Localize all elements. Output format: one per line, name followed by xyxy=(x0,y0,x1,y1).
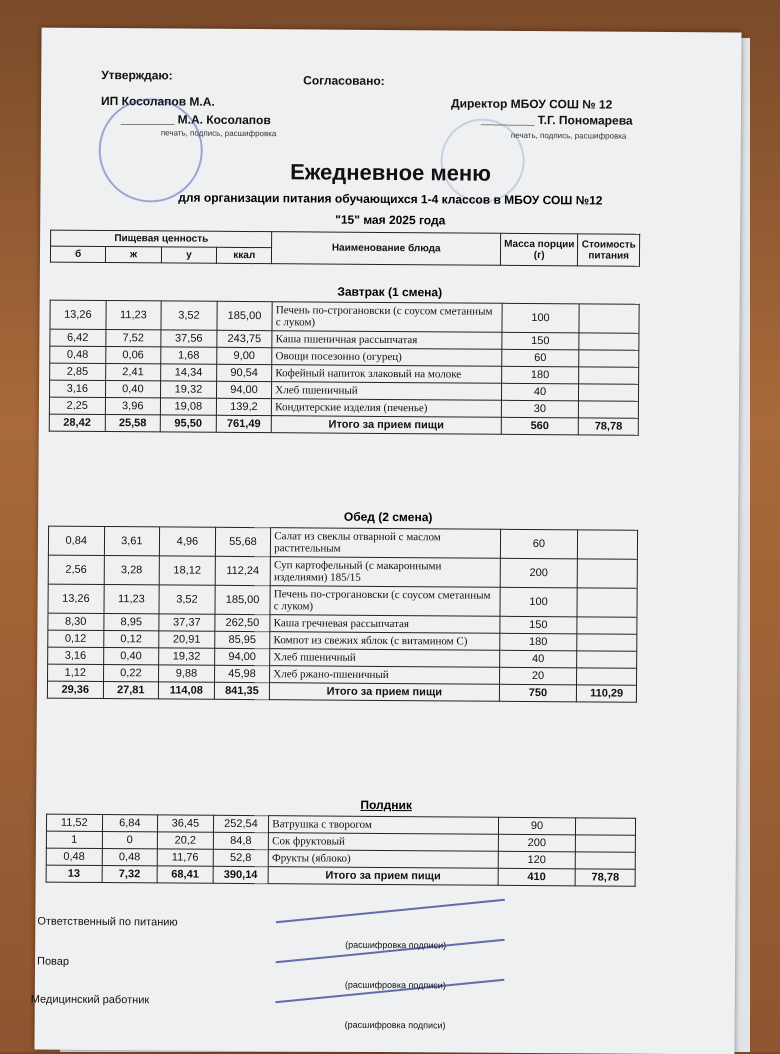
dish-name: Кондитерские изделия (печенье) xyxy=(272,399,501,418)
cell: 90,54 xyxy=(216,364,272,381)
cell: 3,16 xyxy=(48,647,104,664)
cell: 6,84 xyxy=(102,815,158,832)
cell: 120 xyxy=(498,851,576,869)
cell xyxy=(576,852,636,869)
dish-name: Каша пшеничная рассыпчатая xyxy=(272,331,501,350)
cell: 94,00 xyxy=(214,648,270,665)
cell: 19,32 xyxy=(161,381,217,398)
cell: 0 xyxy=(102,832,158,849)
total-row xyxy=(49,414,638,435)
total-row xyxy=(46,865,635,886)
cell: 95,50 xyxy=(160,415,216,432)
cell: 37,37 xyxy=(159,614,215,631)
cell xyxy=(577,617,637,634)
cell xyxy=(579,384,639,401)
cell: 2,85 xyxy=(50,363,106,380)
page-subtitle: для организации питания обучающихся 1-4 классов в МБОУ СОШ №12 xyxy=(178,190,603,208)
dish-name: Печень по-строгановски (с соусом сметанным с луком) xyxy=(272,302,502,333)
cell: 2,41 xyxy=(105,364,161,381)
signature-role: Повар xyxy=(37,955,70,968)
cell: 185,00 xyxy=(217,301,273,330)
cell xyxy=(577,634,637,651)
dish-name: Овощи посезонно (огурец) xyxy=(272,348,501,367)
cell: 28,42 xyxy=(49,414,105,431)
kcal-header: ккал xyxy=(217,247,272,263)
approve-caption: печать, подпись, расшифровка xyxy=(160,128,277,139)
cell: 9,88 xyxy=(159,665,215,682)
dish-name: Фрукты (яблоко) xyxy=(268,850,497,869)
cell: 3,52 xyxy=(161,301,217,330)
cell: 0,48 xyxy=(46,848,102,865)
cell: 36,45 xyxy=(158,815,214,832)
cell: 78,78 xyxy=(579,418,639,435)
menu-document xyxy=(30,28,741,1054)
cell xyxy=(579,304,639,333)
cell: 8,30 xyxy=(48,613,104,630)
cell: 761,49 xyxy=(216,415,272,432)
cell xyxy=(579,367,639,384)
cell: 0,06 xyxy=(105,347,161,364)
signature-role: Медицинский работник xyxy=(30,993,150,1007)
cell xyxy=(577,668,637,685)
cell: 90 xyxy=(498,817,576,835)
cell: 40 xyxy=(501,383,579,401)
cell xyxy=(576,818,636,835)
dish-name: Салат из свеклы отварной с маслом растительным xyxy=(271,528,501,559)
cell: 1,68 xyxy=(161,347,217,364)
signature-role: Ответственный по питанию xyxy=(37,915,178,929)
cell xyxy=(579,401,639,418)
cell: 20 xyxy=(499,667,577,685)
cell: 0,12 xyxy=(48,630,104,647)
cell: 180 xyxy=(499,633,577,651)
cell: 55,68 xyxy=(215,527,271,556)
cell xyxy=(578,530,638,559)
cell: 6,42 xyxy=(50,329,106,346)
cell: 13 xyxy=(46,865,102,882)
section-title: Полдник xyxy=(360,797,412,813)
total-label: Итого за прием пищи xyxy=(270,683,499,702)
section-title: Завтрак (1 смена) xyxy=(337,284,443,300)
cell: 100 xyxy=(500,587,578,617)
table-row xyxy=(48,584,637,617)
cell: 2,25 xyxy=(49,397,105,414)
cell: 8,95 xyxy=(103,614,159,631)
cell: 19,32 xyxy=(159,648,215,665)
cell: 262,50 xyxy=(215,614,271,631)
cell: 30 xyxy=(501,400,579,418)
approve-label: Утверждаю: xyxy=(101,67,173,83)
dish-name: Хлеб пшеничный xyxy=(272,382,501,401)
cell xyxy=(577,588,637,617)
breakfast-table xyxy=(49,300,640,436)
table-row xyxy=(48,555,637,588)
cell: 85,95 xyxy=(214,631,270,648)
total-label: Итого за прием пищи xyxy=(272,416,501,435)
nutrition-header: Пищевая ценность xyxy=(51,230,273,248)
cell xyxy=(579,333,639,350)
cell: 139,2 xyxy=(216,398,272,415)
approve-signature-line: ________ М.А. Косолапов xyxy=(120,112,271,128)
cell: 9,00 xyxy=(216,347,272,364)
lunch-table xyxy=(47,526,638,703)
snack-table xyxy=(46,814,636,887)
cell: 11,52 xyxy=(46,814,102,831)
cell: 0,40 xyxy=(105,381,161,398)
cell: 94,00 xyxy=(216,381,272,398)
cell: 78,78 xyxy=(575,869,635,886)
cell: 390,14 xyxy=(213,866,269,883)
page-title: Ежедневное меню xyxy=(290,159,492,186)
cell: 68,41 xyxy=(157,866,213,883)
cell: 7,32 xyxy=(102,866,158,883)
cell: 150 xyxy=(499,616,577,634)
cell xyxy=(579,350,639,367)
cell: 0,48 xyxy=(102,849,158,866)
cell: 52,8 xyxy=(213,849,269,866)
cell: 18,12 xyxy=(159,556,215,585)
protein-header: б xyxy=(50,246,105,262)
cell: 841,35 xyxy=(214,682,270,699)
cell: 29,36 xyxy=(47,681,103,698)
cell: 112,24 xyxy=(215,556,271,585)
cell: 100 xyxy=(502,303,580,333)
cell: 4,96 xyxy=(160,527,216,556)
dish-header: Наименование блюда xyxy=(272,232,501,266)
total-label: Итого за прием пищи xyxy=(268,867,497,886)
cell: 0,40 xyxy=(103,648,159,665)
cell: 150 xyxy=(501,332,579,350)
signature-scribble-icon xyxy=(276,899,505,923)
cell: 560 xyxy=(501,417,579,435)
cell: 20,91 xyxy=(159,631,215,648)
table-row xyxy=(50,300,639,333)
cell xyxy=(576,835,636,852)
cell: 2,56 xyxy=(48,555,104,584)
cell: 1,12 xyxy=(48,664,104,681)
dish-name: Хлеб ржано-пшеничный xyxy=(270,666,499,685)
cell: 750 xyxy=(499,684,577,702)
cell: 11,23 xyxy=(106,301,162,330)
cell: 252,54 xyxy=(213,815,269,832)
agreed-caption: печать, подпись, расшифровка xyxy=(510,130,627,141)
cell: 110,29 xyxy=(577,685,637,702)
cell: 0,12 xyxy=(103,631,159,648)
cell: 13,26 xyxy=(50,300,106,329)
cell: 45,98 xyxy=(214,665,270,682)
cell: 60 xyxy=(500,529,578,559)
signature-note: (расшифровка подписи) xyxy=(345,939,447,951)
dish-name: Компот из свежих яблок (с витамином С) xyxy=(270,632,499,651)
cell: 60 xyxy=(501,349,579,367)
agreed-label: Согласовано: xyxy=(303,73,385,88)
cell: 3,28 xyxy=(104,556,160,585)
stamp-seal-icon xyxy=(98,98,203,203)
dish-name: Ватрушка с творогом xyxy=(269,816,498,835)
cell: 3,52 xyxy=(159,585,215,614)
dish-name: Сок фруктовый xyxy=(269,833,498,852)
carb-header: у xyxy=(161,247,216,263)
cell: 0,22 xyxy=(103,665,159,682)
cell: 243,75 xyxy=(217,330,273,347)
table-row xyxy=(48,526,637,559)
cell: 180 xyxy=(501,366,579,384)
menu-date: "15" мая 2025 года xyxy=(335,212,446,228)
signature-note: (расшифровка подписи) xyxy=(344,979,446,991)
cell: 3,61 xyxy=(104,527,160,556)
cell: 200 xyxy=(498,834,576,852)
cell: 0,48 xyxy=(50,346,106,363)
dish-name: Хлеб пшеничный xyxy=(270,649,499,668)
dish-name: Кофейный напиток злаковый на молоке xyxy=(272,365,501,384)
section-title: Обед (2 смена) xyxy=(343,509,433,525)
dish-name: Печень по-строгановски (с соусом сметанным с луком) xyxy=(270,586,500,617)
cell: 11,76 xyxy=(157,849,213,866)
cell: 0,84 xyxy=(48,526,104,555)
cell: 3,96 xyxy=(105,398,161,415)
cell: 114,08 xyxy=(159,682,215,699)
fat-header: ж xyxy=(106,247,161,263)
agreed-signature-line: ________ Т.Г. Пономарева xyxy=(480,112,633,128)
cell: 200 xyxy=(500,558,578,588)
cell: 185,00 xyxy=(215,585,271,614)
cell: 40 xyxy=(499,650,577,668)
cell: 14,34 xyxy=(161,364,217,381)
total-row xyxy=(47,681,636,702)
cell: 19,08 xyxy=(160,398,216,415)
agreed-name: Директор МБОУ СОШ № 12 xyxy=(451,96,613,112)
cell: 7,52 xyxy=(105,330,161,347)
cell: 84,8 xyxy=(213,832,269,849)
dish-name: Суп картофельный (с макаронными изделиями) 185/15 xyxy=(270,557,500,588)
approve-name: ИП Косолапов М.А. xyxy=(101,93,215,109)
cell: 11,23 xyxy=(104,585,160,614)
cell: 13,26 xyxy=(48,584,104,613)
cell: 27,81 xyxy=(103,682,159,699)
cell: 20,2 xyxy=(157,832,213,849)
cell: 25,58 xyxy=(105,415,161,432)
cell: 410 xyxy=(498,868,576,886)
dish-name: Каша гречневая рассыпчатая xyxy=(270,615,499,634)
cell xyxy=(578,559,638,588)
signature-note: (расшифровка подписи) xyxy=(344,1019,446,1031)
mass-header: Масса порции (г) xyxy=(500,233,578,266)
cost-header: Стоимость питания xyxy=(578,234,640,266)
menu-header-table xyxy=(50,230,640,267)
cell: 3,16 xyxy=(49,380,105,397)
cell: 1 xyxy=(46,831,102,848)
cell: 37,56 xyxy=(161,330,217,347)
cell xyxy=(577,651,637,668)
